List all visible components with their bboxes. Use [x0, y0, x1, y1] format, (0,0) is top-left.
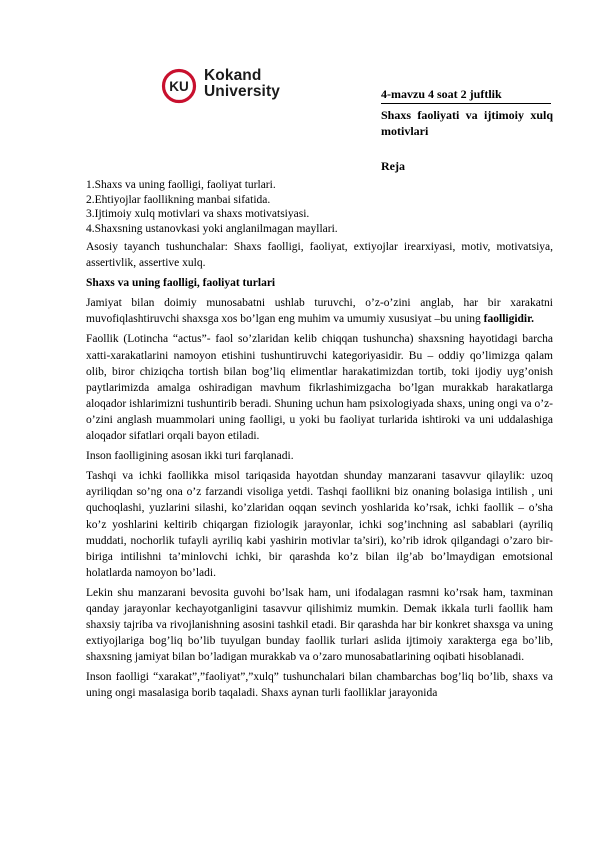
plan-item: 3.Ijtimoiy xulq motivlari va shaxs motivatsiyasi. — [86, 208, 310, 220]
section-heading: Shaxs va uning faolligi, faoliyat turlari — [86, 277, 276, 290]
document-body — [86, 178, 553, 706]
logo-line-university: University — [204, 83, 280, 100]
paragraph-1-text: Jamiyat bilan doimiy munosabatni ushlab turuvchi, o’z-o’zini anglab, har bir xarakatni muvofiqlashtiruvchi shaxsga xos bo’lgan eng muhim va umumiy xususiyat –bu uning — [86, 297, 553, 326]
logo-line-kokand: Kokand — [204, 67, 262, 84]
paragraph-3: Inson faolligining asosan ikki turi farqlanadi. — [86, 450, 294, 463]
paragraph-6: Inson faolligi “xarakat”,”faoliyat”,”xulq” tushunchalari bilan chambarchas bog’liq bo’lib, shaxs va uning ongi masalasiga borib taqaladi. Shaxs aynan turli faolliklar jarayonida — [86, 671, 553, 700]
plan-list — [86, 178, 553, 236]
plan-item: 2.Ehtiyojlar faollikning manbai sifatida. — [86, 193, 271, 206]
key-concepts-paragraph: Asosiy tayanch tushunchalar: Shaxs faolligi, faoliyat, extiyojlar irearxiyasi, motiv, motivatsiya, assertivlik, assertive xulq. — [86, 241, 553, 270]
lecture-subtitle: Shaxs faoliyati va ijtimoiy xulq motivlari — [381, 108, 553, 138]
paragraph-5: Lekin shu manzarani bevosita guvohi bo’lsak ham, uni ifodalagan rasmni ko’rsak ham, taxminan qanday jarayonlar kechayotganligini tasavvur qilishimiz mumkin. Demak ikkala turli faollik ham shaxsiy tajriba va rivojlanishning asosini tashkil etadi. Bir qarashda har bir konkret shaxsga va uning extiyojlariga bog’liq bo’lib tuyulgan bunday faollik turlari aslida ijtimoiy xarakterga ega bo’lib, shaxsning jamiyat bilan bo’ladigan murakkab va o’zaro munosabatlarining oqibati hisoblanadi. — [86, 586, 553, 664]
topic-line: 4-mavzu 4 soat 2 juftlik — [381, 86, 551, 104]
plan-item: 1.Shaxs va uning faolligi, faoliyat turlari. — [86, 179, 276, 191]
paragraph-1 — [86, 295, 553, 327]
paragraph-4: Tashqi va ichki faollikka misol tariqasida hayotdan shunday manzarani tasavvur qilaylik: uzoq ayriliqdan so’ng ona o’z farzandi visoliga yetdi. Tashqi faollikni biz onaning bolasiga intilish , uni quchoqlashi, yuzlarini silashi, ko’zlaridan oqqan sevinch yoshlarida ko’rsak, ichki faollik – o’sha ko’z yoshlarini keltirib chiqargan fiziologik jarayonlar, ichki sog’inchning asl sabablari (ayriliq muddati, nochorlik tufayli ayriliq kabi yashirin motivlar ta’siri), ko’rib idrok qilgandagi o’zaro bir-biriga intilishni ta’minlovchi ichki, bir qarashda ko’z bilan ilg’ab bo’lmaydigan emotsional holatlarda namoyon bo’ladi. — [86, 470, 553, 579]
ku-emblem-icon — [160, 67, 198, 105]
paragraph-1-emphasis: faolligidir. — [483, 313, 535, 326]
plan-item: 4.Shaxsning ustanovkasi yoki anglanilmagan mayllari. — [86, 222, 338, 235]
paragraph-2: Faollik (Lotincha “actus”- faol so’zlaridan kelib chiqqan tushuncha) shaxsning hayotidagi barcha xatti-xarakatlarini namoyon etishini tushuntiruvchi kategoriyasidir. Bu – oddiy qo’limizga qalam olib, biror chiziqcha tortish bilan bog’liq elimentlar harakatimizdan tortib, toki ijodiy uyg’onish paytlarimizda amalga oshiradigan mavhum fikrlashimizgacha bo’lgan murakkab harakatlarga aloqador ishlarimizni tushuntirib beradi. Shuning uchun ham psixologiyada shaxs, uning ongi va o’z-o’zini anglash muammolari uning faolligi, u yoki bu faoliyat turlarida ishtiroki va uni uddalashiga aloqador sifatlari orqali bayon etiladi. — [86, 333, 553, 443]
plan-heading: Reja — [381, 159, 405, 173]
svg-text:KU: KU — [169, 79, 189, 94]
kokand-university-logo — [160, 66, 306, 106]
